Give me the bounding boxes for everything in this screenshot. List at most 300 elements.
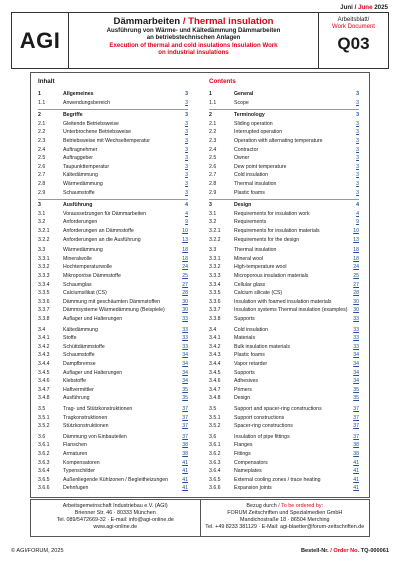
toc-entry-page-link[interactable]: 3 [356,146,359,153]
toc-entry[interactable] [209,459,359,467]
toc-entry-title: Haftvermittler [63,386,94,393]
toc-entry-page-link[interactable]: 33 [353,316,359,322]
toc-entry-title: Schüttdämmstoffe [63,343,105,350]
agi-logo: AGI [12,13,69,68]
toc-entry[interactable] [209,326,359,334]
toc-entry-number: 2.8 [38,181,46,187]
toc-entry-page-link[interactable]: 3 [185,146,188,153]
toc-entry-number: 2.2 [209,129,217,136]
toc-entry-title: Schaumstoffe [63,189,95,196]
toc-entry-page-link[interactable]: 3 [356,138,359,144]
toc-entry[interactable] [38,484,188,492]
toc-entry-title: Anwendungsbereich [63,99,111,106]
toc-entry-title: Anforderungen an die Ausführung [63,236,141,243]
toc-entry-number: 3.6.6 [38,485,50,492]
toc-entry-title: Dämmung mit geschäumten Dämmstoffen [63,298,161,305]
toc-entry[interactable] [38,163,188,171]
toc-entry[interactable] [38,360,188,368]
toc-entry-number: 3.5.2 [38,423,50,430]
toc-entry-page-link[interactable]: 37 [353,406,359,412]
toc-entry[interactable] [209,414,359,422]
toc-entry-number: 3.3.4 [38,281,50,288]
toc-entry-number: 3.4.1 [38,335,50,342]
toc-entry[interactable] [209,289,359,297]
toc-entry-page-link[interactable]: 38 [182,451,188,457]
toc-entry[interactable] [38,369,188,377]
toc-entry-title: Auftragnehmer [63,146,98,153]
toc-entry-page-link[interactable]: 4 [185,202,188,209]
toc-entry-title: Kältedämmung [63,172,98,179]
toc-entry-title: Operation with alternating temperature [234,138,323,144]
toc-entry[interactable] [209,351,359,359]
toc-entry[interactable] [38,334,188,342]
toc-entry[interactable] [38,414,188,422]
toc-entry-number: 3.3.8 [209,316,221,322]
toc-entry-title: Begriffe [63,112,83,119]
toc-entry-page-link[interactable]: 41 [353,459,359,466]
toc-entry-page-link[interactable]: 3 [185,172,188,179]
toc-entry-page-link[interactable]: 38 [353,442,359,449]
toc-entry[interactable] [209,99,359,107]
toc-entry-number: 3.1 [38,210,46,217]
toc-entry[interactable] [209,263,359,271]
toc-entry-number: 3.4 [209,326,217,333]
toc-entry-page-link[interactable]: 18 [182,255,188,262]
toc-entry-title: Interrupted operation [234,129,283,136]
toc-entry-title: Supports [234,369,255,376]
toc-entry[interactable] [209,146,359,154]
toc-entry-number: 3.4.2 [38,343,50,350]
toc-entry-title: Flanges [234,442,253,449]
toc-entry[interactable] [209,246,359,254]
toc-entry-page-link[interactable]: 10 [182,228,188,234]
toc-entry[interactable] [38,218,188,226]
toc-entry-title: External cooling zones / trace heating [234,476,321,483]
toc-entry-page-link[interactable]: 3 [356,99,359,106]
toc-entry[interactable] [38,476,188,484]
issue-date: Juni / June 2025 [340,4,388,11]
toc-entry-title: Adhesives [234,378,258,385]
toc-entry-page-link[interactable]: 34 [182,352,188,359]
toc-entry-title: Stoffe [63,335,77,342]
toc-entry-page-link[interactable]: 41 [353,468,359,475]
toc-entry-title: Nameplates [234,468,262,475]
toc-entry-page-link[interactable]: 37 [353,414,359,421]
toc-entry[interactable] [209,343,359,351]
toc-entry[interactable] [38,99,188,107]
toc-entry-page-link[interactable]: 33 [182,335,188,342]
toc-entry[interactable] [209,189,359,197]
toc-entry-title: Mineralwolle [63,255,92,262]
toc-entry-page-link[interactable]: 35 [182,395,188,402]
toc-entry[interactable] [38,394,188,402]
toc-entry-number: 3.6.3 [38,459,50,466]
toc-entry[interactable] [209,272,359,280]
toc-entry[interactable] [38,236,188,244]
toc-entry-page-link[interactable]: 41 [353,476,359,483]
toc-column-english [209,73,359,492]
toc-entry-number: 2.5 [38,155,46,162]
toc-entry[interactable] [38,467,188,475]
toc-entry-number: 3.3.1 [209,255,221,262]
toc-entry-page-link[interactable]: 18 [353,255,359,262]
toc-entry[interactable] [209,467,359,475]
address-block [30,499,370,537]
toc-entry[interactable] [38,263,188,271]
toc-entry-number: 3.3.8 [38,316,50,322]
toc-entry-page-link[interactable]: 3 [185,120,188,127]
toc-entry-page-link[interactable]: 3 [185,181,188,187]
toc-entry-page-link[interactable]: 33 [182,326,188,333]
toc-entry-number: 3.3 [209,247,217,254]
toc-entry-title: Cold insulation [234,326,269,333]
toc-entry-title: Cold insulation [234,172,269,179]
toc-entry-page-link[interactable]: 37 [182,414,188,421]
toc-entry-page-link[interactable]: 30 [353,298,359,305]
toc-entry[interactable] [209,163,359,171]
toc-entry[interactable] [38,422,188,430]
toc-entry[interactable] [38,289,188,297]
toc-entry[interactable] [38,326,188,334]
toc-entry[interactable] [38,201,188,209]
toc-entry-title: Thermal insulation [234,181,277,187]
toc-divider [38,199,188,200]
toc-entry[interactable] [209,476,359,484]
toc-entry[interactable] [209,377,359,385]
toc-entry[interactable] [38,128,188,136]
toc-entry-page-link[interactable]: 37 [182,423,188,430]
toc-entry[interactable] [209,90,359,98]
toc-entry-number: 3.2.1 [209,228,221,234]
toc-entry[interactable] [209,450,359,458]
toc-entry-page-link[interactable]: 3 [185,99,188,106]
toc-entry-page-link[interactable]: 38 [353,451,359,457]
toc-entry-page-link[interactable]: 3 [185,163,188,170]
toc-entry-number: 3.4.2 [209,343,221,350]
toc-entry-number: 3.6.5 [209,476,221,483]
toc-entry-page-link[interactable]: 4 [356,210,359,217]
toc-entry-number: 3.2.1 [38,228,50,234]
toc-entry[interactable] [38,146,188,154]
toc-entry-page-link[interactable]: 37 [182,433,188,440]
toc-entry-title: Contractor [234,146,259,153]
toc-entry-page-link[interactable]: 18 [353,247,359,254]
toc-entry[interactable] [209,120,359,128]
toc-entry-number: 3.3.5 [38,290,50,297]
toc-entry[interactable] [209,180,359,188]
toc-entry-page-link[interactable]: 35 [182,386,188,393]
toc-entry[interactable] [38,386,188,394]
toc-entry-page-link[interactable]: 28 [182,290,188,297]
toc-entry-number: 3 [38,202,41,209]
toc-entry-page-link[interactable]: 38 [182,442,188,449]
toc-entry-page-link[interactable]: 3 [356,91,359,97]
toc-entry-title: General [234,91,254,97]
toc-entry-title: Owner [234,155,250,162]
toc-entry[interactable] [38,189,188,197]
toc-entry-page-link[interactable]: 33 [182,316,188,322]
toc-entry-title: Compensators [234,459,268,466]
toc-divider [209,199,359,200]
toc-entry[interactable] [209,111,359,119]
toc-entry-page-link[interactable]: 10 [353,228,359,234]
toc-entry[interactable] [209,298,359,306]
toc-entry-page-link[interactable]: 9 [356,219,359,226]
toc-entry-page-link[interactable]: 37 [353,433,359,440]
toc-entry-title: Schaumglas [63,281,92,288]
sheet-label-de: Arbeitsblatt/ [337,17,370,23]
toc-entry-number: 3.3.2 [38,264,50,271]
toc-entry-page-link[interactable]: 35 [353,386,359,393]
toc-entry[interactable] [209,128,359,136]
toc-entry[interactable] [38,180,188,188]
date-year: 2025 [372,4,388,11]
toc-entry-number: 3.4.6 [209,378,221,385]
toc-entry[interactable] [209,433,359,441]
toc-entry-number: 3.4.3 [209,352,221,359]
toc-entry[interactable] [209,369,359,377]
toc-entry-title: Anforderungen [63,219,98,226]
toc-entry-page-link[interactable]: 41 [182,485,188,492]
toc-entry-title: Support constructions [234,414,285,421]
toc-entry-page-link[interactable]: 30 [353,307,359,314]
toc-entry-number: 2.7 [209,172,217,179]
toc-entry-page-link[interactable]: 3 [185,189,188,196]
toc-entry-number: 3.2.2 [209,236,221,243]
toc-entry[interactable] [209,386,359,394]
toc-entry[interactable] [38,315,188,323]
toc-entry-number: 3.6.6 [209,485,221,492]
toc-entry-title: Bulk insulation materials [234,343,290,350]
toc-entry-page-link[interactable]: 41 [182,468,188,475]
toc-entry[interactable] [38,246,188,254]
toc-entry[interactable] [209,255,359,263]
document-title: Dämmarbeiten / Thermal insulation [113,16,274,27]
toc-entry-number: 3.6.1 [38,442,50,449]
toc-entry-page-link[interactable]: 3 [185,129,188,136]
toc-entry-number: 3.4.1 [209,335,221,342]
toc-entry-title: Ausführung [63,202,93,209]
toc-entry-title: Dew point temperature [234,163,287,170]
toc-entry-number: 1 [38,91,41,97]
toc-entry-page-link[interactable]: 34 [182,361,188,367]
toc-entry-number: 2.4 [209,146,217,153]
toc-entry[interactable] [38,171,188,179]
toc-entry-page-link[interactable]: 27 [353,281,359,288]
toc-entry-number: 3.6.1 [209,442,221,449]
toc-entry-title: Wärmedämmung [63,181,103,187]
toc-entry-page-link[interactable]: 34 [182,378,188,385]
toc-entry[interactable] [209,334,359,342]
toc-entry-number: 3.6 [209,433,217,440]
toc-entry[interactable] [209,281,359,289]
toc-entry-page-link[interactable]: 34 [353,378,359,385]
toc-entry-title: Stützkonstruktionen [63,423,109,430]
toc-entry-title: Dämmsysteme Wärmedämmung (Beispiele) [63,307,165,314]
toc-entry[interactable] [38,227,188,235]
toc-entry-title: Auflager und Halterungen [63,316,123,322]
toc-entry[interactable] [209,154,359,162]
toc-entry-page-link[interactable]: 30 [182,307,188,314]
toc-entry-page-link[interactable]: 3 [185,91,188,97]
toc-entry[interactable] [209,422,359,430]
toc-entry-page-link[interactable]: 25 [353,273,359,279]
toc-entry[interactable] [209,218,359,226]
toc-entry[interactable] [38,441,188,449]
toc-entry[interactable] [209,315,359,323]
toc-entry-page-link[interactable]: 3 [356,163,359,170]
toc-entry-page-link[interactable]: 3 [356,181,359,187]
toc-entry-number: 3.5.1 [209,414,221,421]
toc-entry-page-link[interactable]: 3 [356,189,359,196]
toc-entry-title: Requirements [234,219,267,226]
toc-entry-number: 3.4.3 [38,352,50,359]
toc-entry-number: 1.1 [38,99,46,106]
toc-entry-number: 3.4.7 [209,386,221,393]
toc-entry-number: 2 [209,112,212,119]
toc-entry-title: Tragkonstruktionen [63,414,108,421]
toc-entry[interactable] [209,394,359,402]
toc-entry-page-link[interactable]: 34 [353,352,359,359]
toc-entry[interactable] [38,90,188,98]
toc-entry-page-link[interactable]: 30 [182,298,188,305]
toc-entry[interactable] [209,306,359,314]
toc-entry-page-link[interactable]: 37 [182,406,188,412]
toc-entry-page-link[interactable]: 33 [353,343,359,350]
toc-entry-title: Schaumstoffe [63,352,95,359]
toc-entry-page-link[interactable]: 4 [185,210,188,217]
toc-entry[interactable] [209,405,359,413]
toc-entry[interactable] [38,281,188,289]
toc-entry-page-link[interactable]: 28 [353,290,359,297]
toc-entry-page-link[interactable]: 3 [356,129,359,136]
toc-entry[interactable] [38,377,188,385]
publisher-website-link[interactable]: www.agi-online.de [93,524,138,530]
toc-entry-number: 3.6.5 [38,476,50,483]
toc-entry-number: 3.3.2 [209,264,221,271]
toc-entry-page-link[interactable]: 41 [182,476,188,483]
toc-entry-page-link[interactable]: 34 [182,369,188,376]
toc-entry[interactable] [38,272,188,280]
toc-entry-page-link[interactable]: 3 [185,138,188,144]
toc-entry[interactable] [38,459,188,467]
toc-entry-page-link[interactable]: 34 [353,369,359,376]
toc-entry[interactable] [209,441,359,449]
toc-entry-page-link[interactable]: 3 [356,112,359,119]
toc-entry[interactable] [209,236,359,244]
toc-entry-title: Kältedämmung [63,326,98,333]
toc-entry[interactable] [38,154,188,162]
toc-entry[interactable] [38,405,188,413]
toc-entry-number: 2.9 [209,189,217,196]
toc-entry-page-link[interactable]: 41 [353,485,359,492]
toc-entry-page-link[interactable]: 24 [353,264,359,271]
toc-entry-title: Sliding operation [234,120,273,127]
toc-entry-number: 3.6.4 [209,468,221,475]
toc-entry-number: 3.5.1 [38,414,50,421]
toc-entry-page-link[interactable]: 33 [353,335,359,342]
toc-entry-page-link[interactable]: 35 [353,395,359,402]
toc-entry-page-link[interactable]: 9 [185,219,188,226]
toc-entry-title: Requirements for insulation materials [234,228,320,234]
toc-entry-page-link[interactable]: 37 [353,423,359,430]
toc-entry-title: Mineral wool [234,255,264,262]
toc-entry-page-link[interactable]: 4 [356,202,359,209]
toc-entry-title: Betriebsweise mit Wechseltemperatur [63,138,150,144]
toc-entry-title: Taupunkttemperatur [63,163,110,170]
toc-entry-number: 3.4.4 [209,361,221,367]
toc-entry-page-link[interactable]: 3 [356,155,359,162]
toc-entry[interactable] [38,255,188,263]
toc-entry[interactable] [209,137,359,145]
toc-entry-title: Gleitende Betriebsweise [63,120,119,127]
toc-entry-page-link[interactable]: 34 [353,361,359,367]
toc-entry-number: 3.6.2 [209,451,221,457]
toc-entry-page-link[interactable]: 18 [182,247,188,254]
toc-entry-page-link[interactable]: 24 [182,264,188,271]
toc-entry-title: Cellular glass [234,281,266,288]
toc-entry[interactable] [38,306,188,314]
toc-entry[interactable] [209,227,359,235]
toc-entry[interactable] [209,210,359,218]
toc-entry[interactable] [38,351,188,359]
table-of-contents [30,72,370,498]
toc-entry-page-link[interactable]: 33 [182,343,188,350]
toc-entry[interactable] [38,450,188,458]
toc-entry-page-link[interactable]: 3 [356,172,359,179]
toc-entry[interactable] [38,433,188,441]
toc-entry[interactable] [38,210,188,218]
toc-entry-title: Plastic foams [234,352,265,359]
toc-entry-number: 2.8 [209,181,217,187]
toc-entry-number: 3.3.7 [38,307,50,314]
document-title-block [69,13,319,68]
toc-entry[interactable] [38,137,188,145]
toc-entry-number: 3.4.4 [38,361,50,367]
toc-entry-page-link[interactable]: 3 [356,120,359,127]
toc-entry-title: Vapor retarder [234,361,268,367]
toc-entry-number: 2.2 [38,129,46,136]
toc-entry[interactable] [38,298,188,306]
toc-entry[interactable] [209,171,359,179]
toc-entry-page-link[interactable]: 25 [182,273,188,279]
toc-entry-title: Spacer-ring constructions [234,423,293,430]
toc-entry-page-link[interactable]: 3 [185,112,188,119]
toc-entry-number: 3 [209,202,212,209]
toc-entry-page-link[interactable]: 3 [185,155,188,162]
toc-entry-page-link[interactable]: 27 [182,281,188,288]
toc-entry[interactable] [38,111,188,119]
toc-entry-page-link[interactable]: 13 [182,236,188,243]
toc-entry[interactable] [38,120,188,128]
toc-entry[interactable] [209,484,359,492]
toc-entry-title: Klebstoffe [63,378,86,385]
toc-entry-title: Supports [234,316,255,322]
toc-entry-page-link[interactable]: 33 [353,326,359,333]
toc-entry[interactable] [209,360,359,368]
toc-entry-title: Requirements for insulation work [234,210,310,217]
toc-entry-number: 3.4.8 [209,395,221,402]
toc-entry-title: Ausführung [63,395,90,402]
toc-entry-title: Fittings [234,451,251,457]
toc-entry-page-link[interactable]: 41 [182,459,188,466]
copyright: © AGI/FORUM, 2025 [11,548,64,554]
toc-entry-title: Design [234,202,252,209]
toc-entry-page-link[interactable]: 13 [353,236,359,243]
toc-entry[interactable] [38,343,188,351]
toc-entry[interactable] [209,201,359,209]
toc-entry-number: 1 [209,91,212,97]
